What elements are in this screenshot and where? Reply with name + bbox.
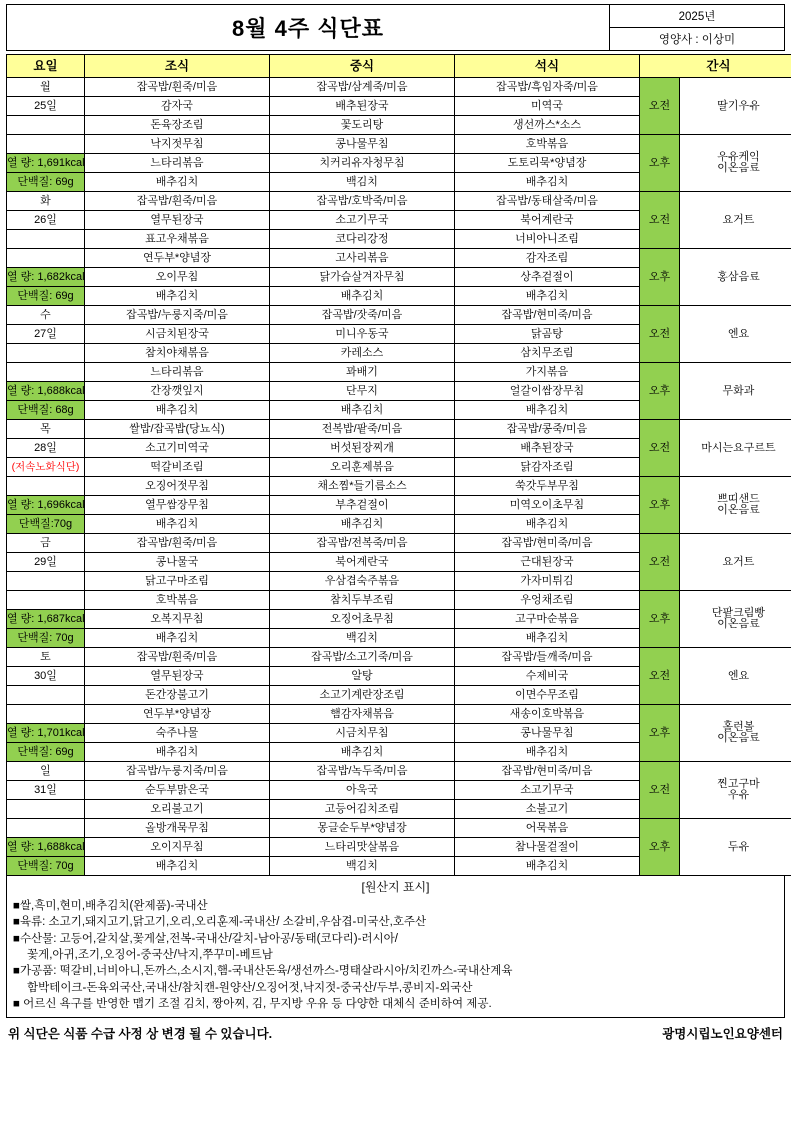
snack-am-value: 요거트	[680, 192, 791, 249]
snack-period-pm: 오후	[640, 819, 680, 876]
table-row	[7, 363, 791, 382]
calorie-value: 열 량: 1,687kcal	[7, 610, 85, 629]
day-spacer	[7, 819, 85, 838]
breakfast-item: 오복지무침	[85, 610, 270, 629]
breakfast-item: 오이무침	[85, 268, 270, 287]
day-spacer	[7, 477, 85, 496]
table-header-row	[7, 55, 791, 78]
lunch-item: 콩나물무침	[270, 135, 455, 154]
lunch-item: 햄감자채볶음	[270, 705, 455, 724]
lunch-item: 배추김치	[270, 401, 455, 420]
table-row	[7, 705, 791, 724]
breakfast-item: 돈육장조림	[85, 116, 270, 135]
breakfast-item: 배추김치	[85, 173, 270, 192]
calorie-value: 열 량: 1,688kcal	[7, 838, 85, 857]
protein-value: 단백질:70g	[7, 515, 85, 534]
day-spacer	[7, 591, 85, 610]
day-date: 27일	[7, 325, 85, 344]
table-row	[7, 648, 791, 667]
lunch-item: 잡곡밥/잣죽/미음	[270, 306, 455, 325]
footer-organization: 광명시립노인요양센터	[662, 1027, 783, 1042]
breakfast-item: 열무쌈장무침	[85, 496, 270, 515]
snack-period-pm: 오후	[640, 363, 680, 420]
lunch-item: 배추된장국	[270, 97, 455, 116]
dinner-item: 잡곡밥/현미죽/미음	[455, 762, 640, 781]
breakfast-item: 연두부*양념장	[85, 705, 270, 724]
snack-pm-value: 홍삼음료	[680, 249, 791, 306]
breakfast-item: 참치야채볶음	[85, 344, 270, 363]
breakfast-item: 느타리볶음	[85, 363, 270, 382]
dinner-item: 잡곡밥/들깨죽/미음	[455, 648, 640, 667]
dinner-item: 잡곡밥/동태살죽/미음	[455, 192, 640, 211]
day-name: 금	[7, 534, 85, 553]
breakfast-item: 열무된장국	[85, 667, 270, 686]
snack-period-am: 오전	[640, 78, 680, 135]
lunch-item: 부추겉절이	[270, 496, 455, 515]
dinner-item: 상추겉절이	[455, 268, 640, 287]
calorie-value: 열 량: 1,688kcal	[7, 382, 85, 401]
day-date: 30일	[7, 667, 85, 686]
snack-period-pm: 오후	[640, 477, 680, 534]
lunch-item: 시금치무침	[270, 724, 455, 743]
snack-period-am: 오전	[640, 534, 680, 591]
breakfast-item: 콩나물국	[85, 553, 270, 572]
breakfast-item: 감자국	[85, 97, 270, 116]
lunch-item: 잡곡밥/소고기죽/미음	[270, 648, 455, 667]
table-row	[7, 192, 791, 211]
breakfast-item: 호박볶음	[85, 591, 270, 610]
lunch-item: 잡곡밥/삼계죽/미음	[270, 78, 455, 97]
header-meta	[609, 5, 784, 50]
dinner-item: 배추김치	[455, 857, 640, 876]
dinner-item: 잡곡밥/현미죽/미음	[455, 534, 640, 553]
lunch-item: 치커리유자청무침	[270, 154, 455, 173]
dinner-item: 호박볶음	[455, 135, 640, 154]
lunch-item: 알탕	[270, 667, 455, 686]
day-date: 31일	[7, 781, 85, 800]
lunch-item: 꽈배기	[270, 363, 455, 382]
snack-pm-value: 단팥크림빵 이온음료	[680, 591, 791, 648]
day-name: 수	[7, 306, 85, 325]
calorie-value: 열 량: 1,691kcal	[7, 154, 85, 173]
dinner-item: 참나물겉절이	[455, 838, 640, 857]
snack-period-am: 오전	[640, 420, 680, 477]
breakfast-item: 올방개묵무침	[85, 819, 270, 838]
dinner-item: 감자조림	[455, 249, 640, 268]
dinner-item: 얼갈이쌈장무침	[455, 382, 640, 401]
dinner-item: 가지볶음	[455, 363, 640, 382]
lunch-item: 백김치	[270, 857, 455, 876]
table-row	[7, 534, 791, 553]
lunch-item: 백김치	[270, 629, 455, 648]
day-spacer	[7, 705, 85, 724]
page-title: 8월 4주 식단표	[232, 16, 384, 41]
dinner-item: 미역오이초무침	[455, 496, 640, 515]
lunch-item: 고사리볶음	[270, 249, 455, 268]
snack-am-value: 엔요	[680, 306, 791, 363]
breakfast-item: 열무된장국	[85, 211, 270, 230]
breakfast-item: 오이지무침	[85, 838, 270, 857]
day-date: 29일	[7, 553, 85, 572]
weekly-menu-table	[6, 54, 791, 876]
dinner-item: 너비아니조림	[455, 230, 640, 249]
breakfast-item: 간장깻잎지	[85, 382, 270, 401]
breakfast-item: 배추김치	[85, 743, 270, 762]
dinner-item: 배추김치	[455, 173, 640, 192]
breakfast-item: 배추김치	[85, 857, 270, 876]
lunch-item: 오리훈제볶음	[270, 458, 455, 477]
breakfast-item: 배추김치	[85, 287, 270, 306]
dinner-item: 잡곡밥/흑임자죽/미음	[455, 78, 640, 97]
table-row	[7, 762, 791, 781]
calorie-value: 열 량: 1,696kcal	[7, 496, 85, 515]
lunch-item: 소고기무국	[270, 211, 455, 230]
dinner-item: 잡곡밥/콩죽/미음	[455, 420, 640, 439]
dinner-item: 우엉채조림	[455, 591, 640, 610]
column-header-snack: 간식	[640, 55, 791, 78]
snack-period-am: 오전	[640, 762, 680, 819]
origin-title: [원산지 표시]	[361, 880, 430, 894]
day-date: 25일	[7, 97, 85, 116]
snack-period-am: 오전	[640, 306, 680, 363]
column-header-breakfast: 조식	[85, 55, 270, 78]
dinner-item: 가자미튀김	[455, 572, 640, 591]
day-note	[7, 572, 85, 591]
day-note	[7, 800, 85, 819]
dinner-item: 배추김치	[455, 743, 640, 762]
document-header	[6, 4, 785, 51]
day-note	[7, 458, 85, 477]
dinner-item: 미역국	[455, 97, 640, 116]
breakfast-item: 오리불고기	[85, 800, 270, 819]
breakfast-item: 시금치된장국	[85, 325, 270, 344]
lunch-item: 북어계란국	[270, 553, 455, 572]
day-name: 월	[7, 78, 85, 97]
table-row	[7, 420, 791, 439]
dinner-item: 쑥갓두부무침	[455, 477, 640, 496]
dinner-item: 소불고기	[455, 800, 640, 819]
day-spacer	[7, 249, 85, 268]
snack-am-value: 마시는요구르트	[680, 420, 791, 477]
snack-period-pm: 오후	[640, 249, 680, 306]
dinner-item: 새송이호박볶음	[455, 705, 640, 724]
breakfast-item: 배추김치	[85, 401, 270, 420]
dinner-item: 북어계란국	[455, 211, 640, 230]
day-note	[7, 344, 85, 363]
breakfast-item: 표고우채볶음	[85, 230, 270, 249]
day-date: 26일	[7, 211, 85, 230]
lunch-item: 오징어초무침	[270, 610, 455, 629]
breakfast-item: 낙지젓무침	[85, 135, 270, 154]
day-spacer	[7, 363, 85, 382]
table-row	[7, 477, 791, 496]
dinner-item: 생선까스*소스	[455, 116, 640, 135]
lunch-item: 미니우동국	[270, 325, 455, 344]
lunch-item: 꽃도리탕	[270, 116, 455, 135]
protein-value: 단백질: 68g	[7, 401, 85, 420]
dinner-item: 어묵볶음	[455, 819, 640, 838]
snack-pm-value: 두유	[680, 819, 791, 876]
low-glucose-note: (저속노화식단)	[11, 460, 80, 473]
breakfast-item: 순두부맑은국	[85, 781, 270, 800]
dinner-item: 이면수무조림	[455, 686, 640, 705]
protein-value: 단백질: 69g	[7, 173, 85, 192]
table-row	[7, 135, 791, 154]
lunch-item: 잡곡밥/호박죽/미음	[270, 192, 455, 211]
origin-line: 함박테이크-돈육외국산,국내산/참치캔-원양산/오징어젓,낙지젓-중국산/두부,콩비지-외국산	[27, 981, 473, 994]
column-header-lunch: 중식	[270, 55, 455, 78]
year-label: 2025년	[610, 5, 784, 28]
protein-value: 단백질: 69g	[7, 743, 85, 762]
day-name: 화	[7, 192, 85, 211]
snack-period-am: 오전	[640, 192, 680, 249]
dinner-item: 닭곰탕	[455, 325, 640, 344]
dinner-item: 콩나물무침	[455, 724, 640, 743]
breakfast-item: 연두부*양념장	[85, 249, 270, 268]
origin-line: ■수산물: 고등어,갈치살,꽃게살,전복-국내산/갈치-남아공/동태(코다리)-러시아/	[13, 932, 398, 945]
snack-period-pm: 오후	[640, 591, 680, 648]
breakfast-item: 오징어젓무침	[85, 477, 270, 496]
day-name: 일	[7, 762, 85, 781]
breakfast-item: 닭고구마조림	[85, 572, 270, 591]
lunch-item: 잡곡밥/녹두죽/미음	[270, 762, 455, 781]
document-footer	[6, 1018, 785, 1042]
lunch-item: 고등어김치조림	[270, 800, 455, 819]
snack-pm-value: 홀런볼 이온음료	[680, 705, 791, 762]
column-header-dinner: 석식	[455, 55, 640, 78]
protein-value: 단백질: 70g	[7, 629, 85, 648]
breakfast-item: 배추김치	[85, 515, 270, 534]
snack-am-value: 찐고구마 우유	[680, 762, 791, 819]
protein-value: 단백질: 69g	[7, 287, 85, 306]
lunch-item: 소고기계란장조림	[270, 686, 455, 705]
breakfast-item: 소고기미역국	[85, 439, 270, 458]
lunch-item: 느타리맛살볶음	[270, 838, 455, 857]
lunch-item: 아욱국	[270, 781, 455, 800]
lunch-item: 백김치	[270, 173, 455, 192]
breakfast-item: 잡곡밥/흰죽/미음	[85, 78, 270, 97]
breakfast-item: 떡갈비조림	[85, 458, 270, 477]
snack-am-value: 엔요	[680, 648, 791, 705]
origin-line: 꽃게,아귀,조기,오징어-중국산/낙지,쭈꾸미-베트남	[27, 949, 273, 962]
dinner-item: 수제비국	[455, 667, 640, 686]
snack-period-pm: 오후	[640, 705, 680, 762]
lunch-item: 우삼겹숙주볶음	[270, 572, 455, 591]
calorie-value: 열 량: 1,701kcal	[7, 724, 85, 743]
dinner-item: 배추김치	[455, 629, 640, 648]
table-row	[7, 819, 791, 838]
dinner-item: 삼치무조림	[455, 344, 640, 363]
dinner-item: 잡곡밥/현미죽/미음	[455, 306, 640, 325]
origin-line: ■ 어르신 욕구를 반영한 맵기 조절 김치, 짱아찌, 김, 무지방 우유 등 다양한 대체식 준비하여 제공.	[13, 998, 492, 1010]
snack-pm-value: 우유케익 이온음료	[680, 135, 791, 192]
day-date: 28일	[7, 439, 85, 458]
lunch-item: 버섯된장찌개	[270, 439, 455, 458]
dinner-item: 닭감자조림	[455, 458, 640, 477]
lunch-item: 몽글순두부*양념장	[270, 819, 455, 838]
dinner-item: 고구마순볶음	[455, 610, 640, 629]
footer-note: 위 식단은 식품 수급 사정 상 변경 될 수 있습니다.	[8, 1027, 273, 1042]
day-note	[7, 686, 85, 705]
dietitian-label: 영양사 : 이상미	[658, 34, 736, 46]
origin-line: ■육류: 소고기,돼지고기,닭고기,오리,오리훈제-국내산/ 소갈비,우삼겹-미국산,호주산	[13, 916, 427, 929]
day-name: 토	[7, 648, 85, 667]
table-row	[7, 249, 791, 268]
dinner-item: 배추된장국	[455, 439, 640, 458]
calorie-value: 열 량: 1,682kcal	[7, 268, 85, 287]
lunch-item: 카레소스	[270, 344, 455, 363]
lunch-item: 코다리강정	[270, 230, 455, 249]
breakfast-item: 잡곡밥/누룽지죽/미음	[85, 762, 270, 781]
protein-value: 단백질: 70g	[7, 857, 85, 876]
dinner-item: 근대된장국	[455, 553, 640, 572]
lunch-item: 배추김치	[270, 743, 455, 762]
breakfast-item: 잡곡밥/누룽지죽/미음	[85, 306, 270, 325]
table-row	[7, 306, 791, 325]
lunch-item: 잡곡밥/전복죽/미음	[270, 534, 455, 553]
breakfast-item: 숙주나물	[85, 724, 270, 743]
lunch-item: 참치두부조림	[270, 591, 455, 610]
lunch-item: 채소찜*들기름소스	[270, 477, 455, 496]
breakfast-item: 잡곡밥/흰죽/미음	[85, 648, 270, 667]
breakfast-item: 쌀밥/잡곡밥(당뇨식)	[85, 420, 270, 439]
lunch-item: 단무지	[270, 382, 455, 401]
dinner-item: 배추김치	[455, 287, 640, 306]
column-header-day: 요일	[7, 55, 85, 78]
lunch-item: 전복밥/팥죽/미음	[270, 420, 455, 439]
dinner-item: 배추김치	[455, 401, 640, 420]
snack-am-value: 요거트	[680, 534, 791, 591]
day-note	[7, 116, 85, 135]
origin-line: ■쌀,흑미,현미,배추김치(완제품)-국내산	[13, 900, 208, 913]
snack-am-value: 딸기우유	[680, 78, 791, 135]
breakfast-item: 잡곡밥/흰죽/미음	[85, 192, 270, 211]
breakfast-item: 잡곡밥/흰죽/미음	[85, 534, 270, 553]
dinner-item: 소고기무국	[455, 781, 640, 800]
breakfast-item: 느타리볶음	[85, 154, 270, 173]
lunch-item: 배추김치	[270, 287, 455, 306]
snack-pm-value: 무화과	[680, 363, 791, 420]
day-note	[7, 230, 85, 249]
day-spacer	[7, 135, 85, 154]
breakfast-item: 돈간장불고기	[85, 686, 270, 705]
snack-pm-value: 쁘띠샌드 이온음료	[680, 477, 791, 534]
origin-line: ■가공품: 떡갈비,너비아니,돈까스,소시지,햄-국내산돈육/생선까스-명태살라시아/치킨까스-국내산계육	[13, 965, 513, 978]
table-row	[7, 78, 791, 97]
lunch-item: 닭가슴살겨자무침	[270, 268, 455, 287]
dinner-item: 도토리묵*양념장	[455, 154, 640, 173]
day-name: 목	[7, 420, 85, 439]
snack-period-pm: 오후	[640, 135, 680, 192]
origin-section	[6, 876, 785, 1018]
breakfast-item: 배추김치	[85, 629, 270, 648]
dinner-item: 배추김치	[455, 515, 640, 534]
lunch-item: 배추김치	[270, 515, 455, 534]
snack-period-am: 오전	[640, 648, 680, 705]
table-row	[7, 591, 791, 610]
